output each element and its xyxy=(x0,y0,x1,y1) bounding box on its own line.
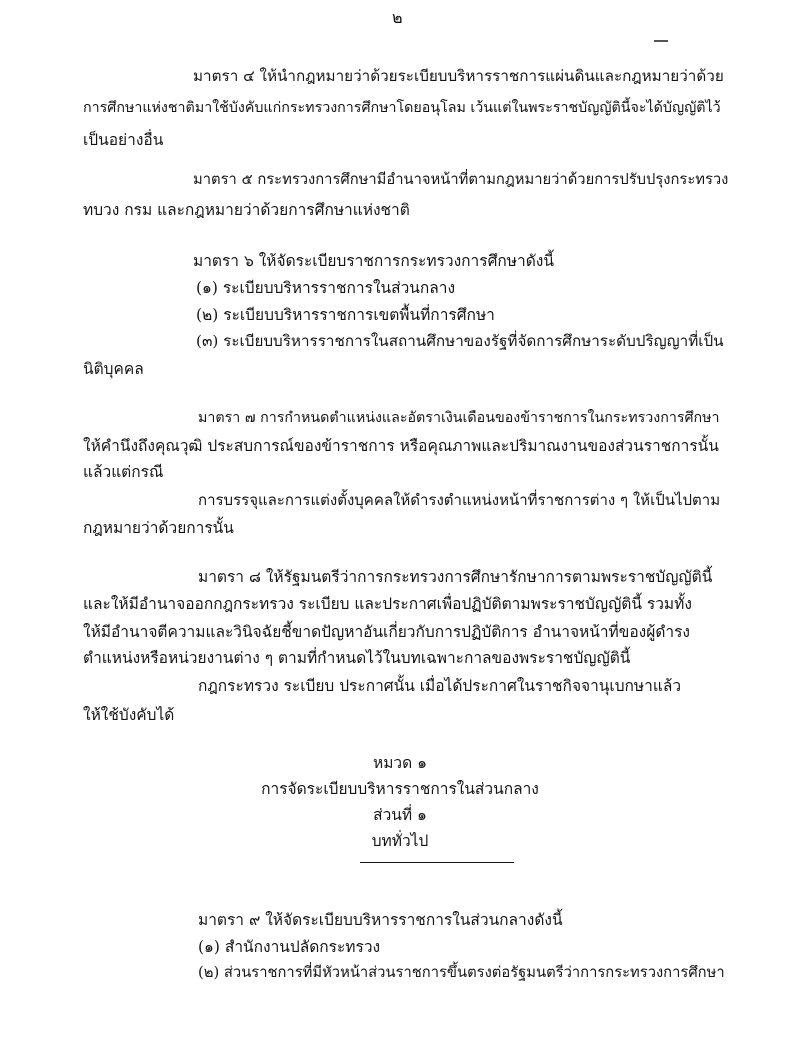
sec8-line-3: ให้มีอำนาจตีความและวินิจฉัยชี้ขาดปัญหาอันเกี่ยวกับการปฏิบัติการ อำนาจหน้าที่ของผู้ดำรง xyxy=(83,623,690,641)
sec7-line-2: ให้คำนึงถึงคุณวุฒิ ประสบการณ์ของข้าราชการ หรือคุณภาพและปริมาณงานของส่วนราชการนั้น xyxy=(83,437,719,455)
part-number: ส่วนที่ ๑ xyxy=(373,806,427,824)
sec8-line-2: และให้มีอำนาจออกกฎกระทรวง ระเบียบ และประกาศเพื่อปฏิบัติตามพระราชบัญญัตินี้ รวมทั้ง xyxy=(83,595,692,613)
part-title: บททั่วไป xyxy=(371,832,429,850)
sec6-line-1: มาตรา ๖ ให้จัดระเบียบราชการกระทรวงการศึกษาดังนี้ xyxy=(193,252,554,270)
sec8-line-4: ตำแหน่งหรือหน่วยงานต่าง ๆ ตามที่กำหนดไว้ในบทเฉพาะกาลของพระราชบัญญัตินี้ xyxy=(83,649,631,667)
sec5-line-2: ทบวง กรม และกฎหมายว่าด้วยการศึกษาแห่งชาติ xyxy=(83,201,410,219)
sec7-line-1: มาตรา ๗ การกำหนดตำแหน่งและอัตราเงินเดือนของข้าราชการในกระทรวงการศึกษา xyxy=(198,410,720,426)
sec8-line-1: มาตรา ๘ ให้รัฐมนตรีว่าการกระทรวงการศึกษารักษาการตามพระราชบัญญัตินี้ xyxy=(198,568,713,586)
sec6-item-1: (๑) ระเบียบบริหารราชการในส่วนกลาง xyxy=(196,279,456,297)
sec7-line-4: การบรรจุและการแต่งตั้งบุคคลให้ดำรงตำแหน่งหน้าที่ราชการต่าง ๆ ให้เป็นไปตาม xyxy=(198,491,721,509)
page-number: ๒ xyxy=(392,8,403,27)
chapter-number: หมวด ๑ xyxy=(373,754,427,772)
sec4-line-1: มาตรา ๔ ให้นำกฎหมายว่าด้วยระเบียบบริหารราชการแผ่นดินและกฎหมายว่าด้วย xyxy=(193,67,724,85)
sec6-item-2: (๒) ระเบียบบริหารราชการเขตพื้นที่การศึกษา xyxy=(196,306,495,324)
scan-speck xyxy=(654,40,668,42)
sec9-item-2: (๒) ส่วนราชการที่มีหัวหน้าส่วนราชการขึ้นตรงต่อรัฐมนตรีว่าการกระทรวงการศึกษา xyxy=(198,964,725,981)
sec7-line-3: แล้วแต่กรณี xyxy=(83,463,164,481)
sec5-line-1: มาตรา ๕ กระทรวงการศึกษามีอำนาจหน้าที่ตามกฎหมายว่าด้วยการปรับปรุงกระทรวง xyxy=(193,171,729,188)
sec6-item-3: (๓) ระเบียบบริหารราชการในสถานศึกษาของรัฐที่จัดการศึกษาระดับปริญญาที่เป็น xyxy=(196,332,724,350)
chapter-title: การจัดระเบียบบริหารราชการในส่วนกลาง xyxy=(261,780,539,798)
sec7-line-5: กฎหมายว่าด้วยการนั้น xyxy=(83,519,234,537)
sec8-line-6: ให้ใช้บังคับได้ xyxy=(83,706,175,724)
sec9-line-1: มาตรา ๙ ให้จัดระเบียบบริหารราชการในส่วนกลางดังนี้ xyxy=(198,911,563,929)
sec8-line-5: กฎกระทรวง ระเบียบ ประกาศนั้น เมื่อได้ประกาศในราชกิจจานุเบกษาแล้ว xyxy=(198,677,682,695)
sec4-line-3: เป็นอย่างอื่น xyxy=(83,131,164,149)
heading-divider xyxy=(360,862,514,863)
sec6-line-cont: นิติบุคคล xyxy=(83,360,144,378)
sec9-item-1: (๑) สำนักงานปลัดกระทรวง xyxy=(198,938,381,956)
sec4-line-2: การศึกษาแห่งชาติมาใช้บังคับแก่กระทรวงการศึกษาโดยอนุโลม เว้นแต่ในพระราชบัญญัตินี้จะได้บัญญัติไว้ xyxy=(83,100,721,116)
